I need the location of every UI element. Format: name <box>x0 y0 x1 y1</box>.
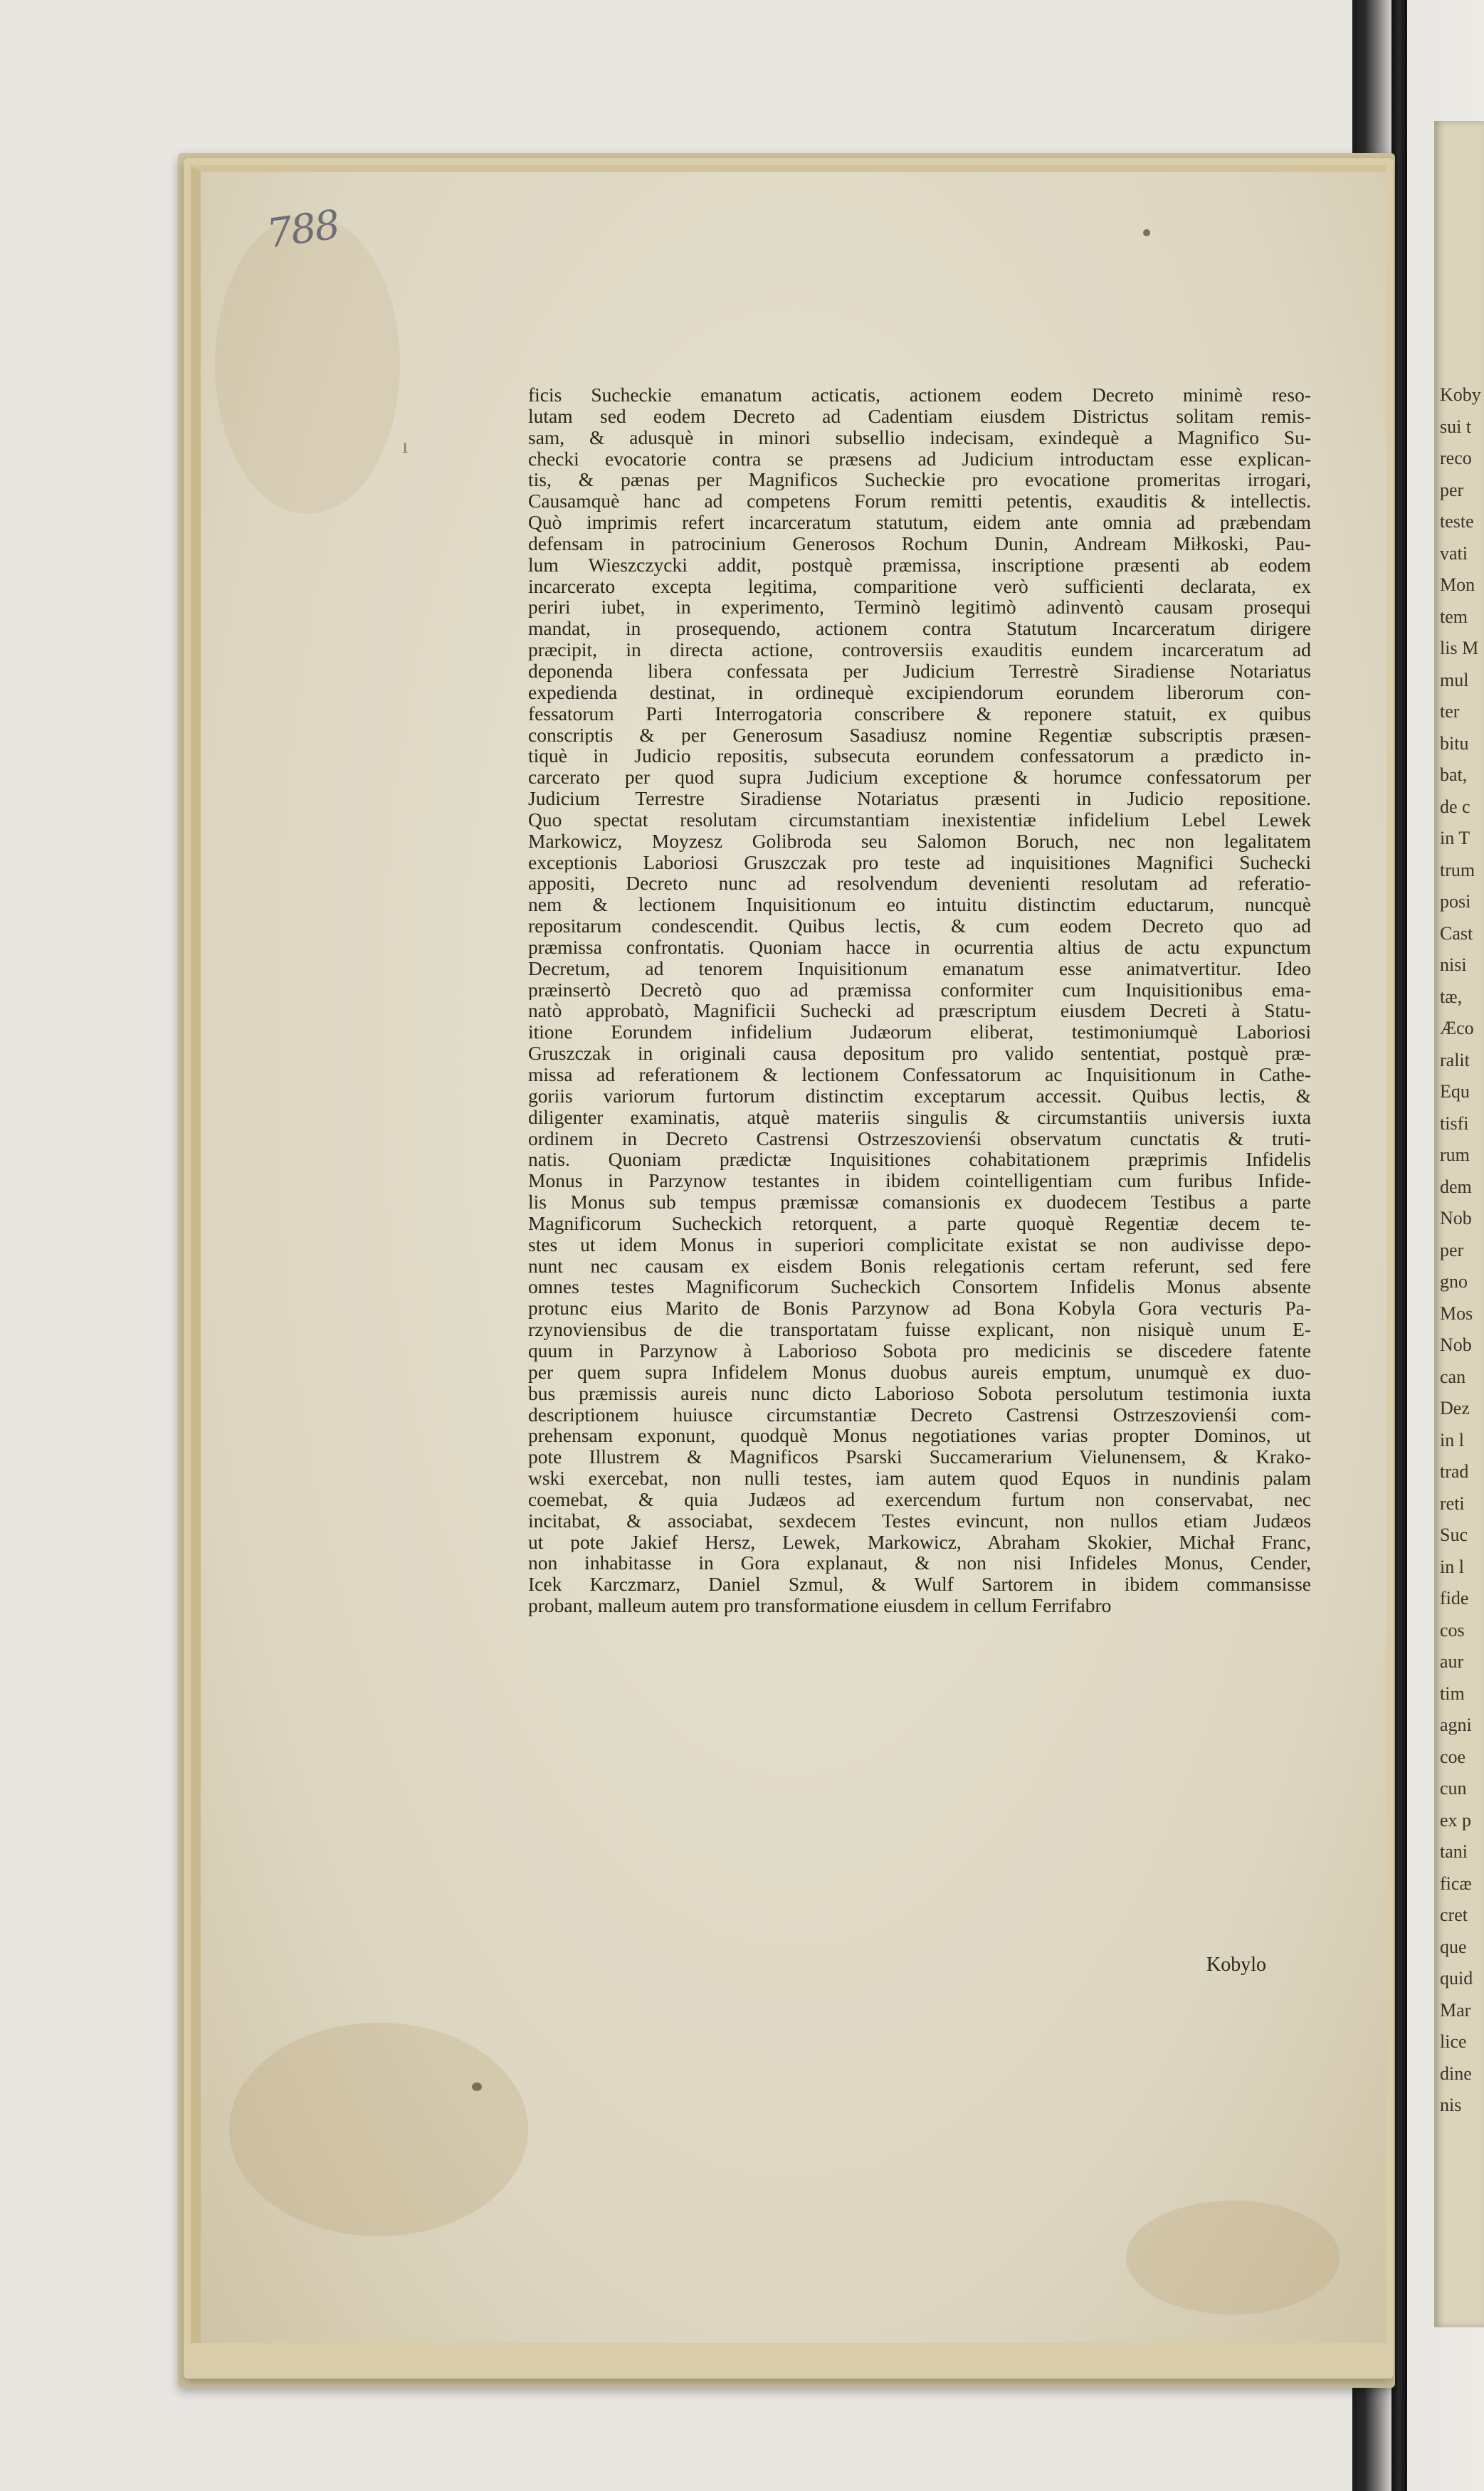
text-line: goriis variorum furtorum distinctim exceptarum accessit. Quibus lectis, & <box>528 1085 1311 1107</box>
facing-line-fragment: Nob <box>1440 1334 1472 1355</box>
text-line: sam, & adusquè in minori subsellio indecisam, exindequè a Magnifico Su- <box>528 426 1311 448</box>
document-body-text <box>528 384 1311 1616</box>
text-line: Causamquè hanc ad competens Forum remitti petentis, exauditis & intellectis. <box>528 490 1311 512</box>
ink-speck <box>472 2082 482 2091</box>
ink-speck <box>1143 229 1150 236</box>
text-line: rzynoviensibus de die transportatam fuisse explicant, non nisiquè unum E- <box>528 1319 1311 1340</box>
facing-line-fragment: in l <box>1440 1429 1464 1450</box>
facing-line-fragment: bitu <box>1440 732 1469 754</box>
facing-line-fragment: dem <box>1440 1176 1472 1197</box>
facing-line-fragment: trad <box>1440 1461 1469 1482</box>
text-line: natò approbatò, Magnificii Suchecki ad præscriptum eiusdem Decreti à Statu- <box>528 1000 1311 1022</box>
text-line: prehensam exponunt, quodquè Monus negotiationes varias propter Dominos, ut <box>528 1425 1311 1447</box>
text-line: deponenda libera confessata per Judicium Terrestrè Siradiense Notariatus <box>528 660 1311 682</box>
text-line: Magnificorum Sucheckich retorquent, a parte quoquè Regentiæ decem te- <box>528 1212 1311 1234</box>
text-line: ordinem in Decreto Castrensi Ostrzeszovienśi observatum cunctatis & truti- <box>528 1127 1311 1149</box>
text-line: Decretum, ad tenorem Inquisitionum emanatum esse animatvertitur. Ideo <box>528 957 1311 979</box>
facing-line-fragment: Mon <box>1440 574 1475 595</box>
facing-line-fragment: nisi <box>1440 954 1467 975</box>
text-line: checki evocatorie contra se præsens ad Judicium introductam esse explican- <box>528 448 1311 470</box>
paper-stain <box>229 2023 528 2236</box>
facing-line-fragment: lis M <box>1440 638 1479 658</box>
facing-line-fragment: fide <box>1440 1588 1469 1608</box>
facing-line-fragment: Suc <box>1440 1524 1468 1545</box>
text-line: præmissa confrontatis. Quoniam hacce in ocurrentia altius de actu expunctum <box>528 936 1311 958</box>
paper-stain <box>215 215 400 514</box>
text-line: Monus in Parzynow testantes in ibidem cointelligentiam cum furibus Infide- <box>528 1170 1311 1192</box>
text-line: defensam in patrocinium Generosos Rochum Dunin, Andream Miłkoski, Pau- <box>528 532 1311 554</box>
text-line: Judicium Terrestre Siradiense Notariatus præsenti in Judicio repositione. <box>528 788 1311 809</box>
text-line: mandat, in prosequendo, actionem contra Statutum Incarceratum dirigere <box>528 618 1311 640</box>
facing-line-fragment: gno <box>1440 1271 1468 1292</box>
facing-line-fragment: nis <box>1440 2095 1462 2115</box>
text-line: quum in Parzynow à Laborioso Sobota pro medicinis se discedere fatente <box>528 1339 1311 1362</box>
text-line: stes ut idem Monus in superiori complicitate existat se non audivisse depo- <box>528 1233 1311 1255</box>
facing-line-fragment: cret <box>1440 1905 1468 1925</box>
facing-line-fragment: reti <box>1440 1492 1465 1514</box>
facing-line-fragment: posi <box>1440 891 1471 912</box>
facing-line-fragment: que <box>1440 1936 1467 1957</box>
text-line: descriptionem huiusce circumstantiæ Decreto Castrensi Ostrzeszovienśi com- <box>528 1404 1311 1426</box>
facing-line-fragment: per <box>1440 1239 1464 1260</box>
facing-line-fragment: coe <box>1440 1746 1466 1767</box>
text-line: lis Monus sub tempus præmissæ comansionis ex duodecem Testibus a parte <box>528 1191 1311 1213</box>
facing-line-fragment: Cast <box>1440 922 1473 944</box>
facing-page-fragment <box>1434 121 1484 2327</box>
text-line: fessatorum Parti Interrogatoria conscribere & reponere statuit, ex quibus <box>528 702 1311 725</box>
text-line: protunc eius Marito de Bonis Parzynow ad Bona Kobyla Gora vecturis Pa- <box>528 1297 1311 1320</box>
text-line: missa ad referationem & lectionem Confessatorum ac Inquisitionum in Cathe- <box>528 1064 1311 1085</box>
catchword: Kobylo <box>1206 1954 1266 1976</box>
facing-line-fragment: ralit <box>1440 1049 1470 1070</box>
text-line: exceptionis Laboriosi Gruszczak pro teste ad inquisitiones Magnifici Suchecki <box>528 851 1311 873</box>
facing-line-fragment: sui t <box>1440 416 1472 437</box>
text-line: expedienda destinat, in ordinequè excipiendorum eorundem liberorum con- <box>528 681 1311 703</box>
text-line: Markowicz, Moyzesz Golibroda seu Salomon Boruch, nec non legalitatem <box>528 830 1311 852</box>
facing-line-fragment: de c <box>1440 796 1470 817</box>
text-line: diligenter examinatis, atquè materiis singulis & circumstantiis universis iuxta <box>528 1106 1311 1128</box>
facing-line-fragment: Mar <box>1440 1999 1471 2021</box>
facing-line-fragment: tim <box>1440 1682 1465 1704</box>
text-line: appositi, Decreto nunc ad resolvendum devenienti resolutam ad referatio- <box>528 873 1311 895</box>
facing-line-fragment: cos <box>1440 1619 1465 1641</box>
text-line: repositarum condescendit. Quibus lectis, & cum eodem Decreto quo ad <box>528 915 1311 937</box>
text-line: non inhabitasse in Gora explanaut, & non nisi Infideles Monus, Cender, <box>528 1552 1311 1574</box>
text-line: ut pote Jakief Hersz, Lewek, Markowicz, Abraham Skokier, Michał Franc, <box>528 1531 1311 1553</box>
text-line: omnes testes Magnificorum Sucheckich Consortem Infidelis Monus absente <box>528 1276 1311 1298</box>
text-line: bus præmissis aureis nunc dicto Laborioso Sobota persolutum testimonia iuxta <box>528 1382 1311 1404</box>
text-line: carcerato per quod supra Judicium exceptione & horumce confessatorum per <box>528 767 1311 789</box>
facing-line-fragment: in T <box>1440 828 1470 848</box>
facing-line-fragment: ex p <box>1440 1809 1472 1831</box>
facing-line-fragment: Koby <box>1440 384 1481 405</box>
facing-line-fragment: rum <box>1440 1144 1470 1165</box>
text-line: Quo spectat resolutam circumstantiam inexistentiæ infidelium Lebel Lewek <box>528 809 1311 831</box>
facing-line-fragment: dine <box>1440 2063 1472 2084</box>
facing-line-fragment: teste <box>1440 511 1474 532</box>
text-line: præcipit, in directa actione, controversiis exauditis eundem incarceratum ad <box>528 639 1311 660</box>
facing-line-fragment: ficæ <box>1440 1873 1472 1894</box>
facing-line-fragment: agni <box>1440 1715 1472 1735</box>
facing-line-fragment: bat, <box>1440 764 1468 785</box>
facing-line-fragment: lice <box>1440 2031 1467 2052</box>
facing-line-fragment: cun <box>1440 1778 1467 1799</box>
folio-number: 788 <box>263 201 342 258</box>
facing-line-fragment: Equ <box>1440 1081 1470 1102</box>
facing-line-fragment: reco <box>1440 448 1472 468</box>
text-line: coemebat, & quia Judæos ad exercendum furtum non conservabat, nec <box>528 1488 1311 1510</box>
facing-line-fragment: Nob <box>1440 1208 1472 1228</box>
facing-line-fragment: Dez <box>1440 1398 1470 1418</box>
facing-line-fragment: trum <box>1440 859 1475 880</box>
text-line: probant, malleum autem pro transformatione eiusdem in cellum Ferrifabro <box>528 1595 1112 1616</box>
text-line: Icek Karczmarz, Daniel Szmul, & Wulf Sartorem in ibidem commansisse <box>528 1574 1311 1596</box>
text-line: itione Eorundem infidelium Judæorum eliberat, testimoniumquè Laboriosi <box>528 1021 1311 1043</box>
text-line: tis, & pænas per Magnificos Sucheckie pro evocatione promeritas irrogari, <box>528 469 1311 491</box>
facing-line-fragment: ter <box>1440 701 1460 722</box>
facing-line-fragment: tem <box>1440 606 1468 627</box>
facing-line-fragment: in l <box>1440 1556 1464 1577</box>
text-line: periri iubet, in experimento, Terminò legitimò adinventò causam prosequi <box>528 596 1311 618</box>
facing-line-fragment: per <box>1440 479 1464 500</box>
text-line: Quò imprimis refert incarceratum statutum, eidem ante omnia ad præbendam <box>528 512 1311 533</box>
text-line: lutam sed eodem Decreto ad Cadentiam eiusdem Districtus solitam remis- <box>528 405 1311 427</box>
facing-line-fragment: aur <box>1440 1651 1464 1672</box>
facing-line-fragment: can <box>1440 1366 1466 1387</box>
margin-mark: ı <box>402 434 409 458</box>
text-line: incarcerato excepta legitima, comparitione verò sufficienti declarata, ex <box>528 575 1311 597</box>
facing-line-fragment: tæ, <box>1440 986 1463 1007</box>
facing-line-fragment: Æco <box>1440 1018 1474 1038</box>
facing-line-fragment: quid <box>1440 1968 1473 1989</box>
facing-line-fragment: vati <box>1440 542 1468 564</box>
text-line: tiquè in Judicio repositis, subsecuta eorundem confessatorum a prædicto in- <box>528 745 1311 767</box>
text-line: Gruszczak in originali causa depositum pro valido sententiat, postquè præ- <box>528 1043 1311 1064</box>
text-line: nem & lectionem Inquisitionum eo intuitu distinctim eductarum, nuncquè <box>528 894 1311 916</box>
text-line: pote Illustrem & Magnificos Psarski Succamerarium Vielunensem, & Krako- <box>528 1446 1311 1468</box>
facing-line-fragment: Mos <box>1440 1302 1473 1324</box>
facing-line-fragment: tisfi <box>1440 1112 1469 1134</box>
text-line: ficis Sucheckie emanatum acticatis, actionem eodem Decreto minimè reso- <box>528 384 1311 406</box>
text-line: nunt nec causam ex eisdem Bonis relegationis certam referunt, sed fere <box>528 1255 1311 1277</box>
paper-stain <box>1126 2201 1340 2314</box>
facing-line-fragment: mul <box>1440 669 1469 690</box>
text-line: per quem supra Infidelem Monus duobus aureis emptum, unumquè ex duo- <box>528 1361 1311 1383</box>
text-line: natis. Quoniam prædictæ Inquisitiones cohabitationem præprimis Infidelis <box>528 1149 1311 1171</box>
text-line: lum Wieszczycki addit, postquè præmissa, inscriptione præsenti ab eodem <box>528 554 1311 576</box>
facing-line-fragment: tani <box>1440 1841 1468 1862</box>
text-line: wski exercebat, non nulli testes, iam autem quod Equos in nundinis palam <box>528 1468 1311 1489</box>
text-line: conscriptis & per Generosum Sasadiusz nomine Regentiæ subscriptis præsen- <box>528 724 1311 746</box>
text-line: incitabat, & associabat, sexdecem Testes evincunt, non nullos etiam Judæos <box>528 1510 1311 1532</box>
text-line: præinsertò Decretò quo ad præmissa conformiter cum Inquisitionibus ema- <box>528 979 1311 1001</box>
